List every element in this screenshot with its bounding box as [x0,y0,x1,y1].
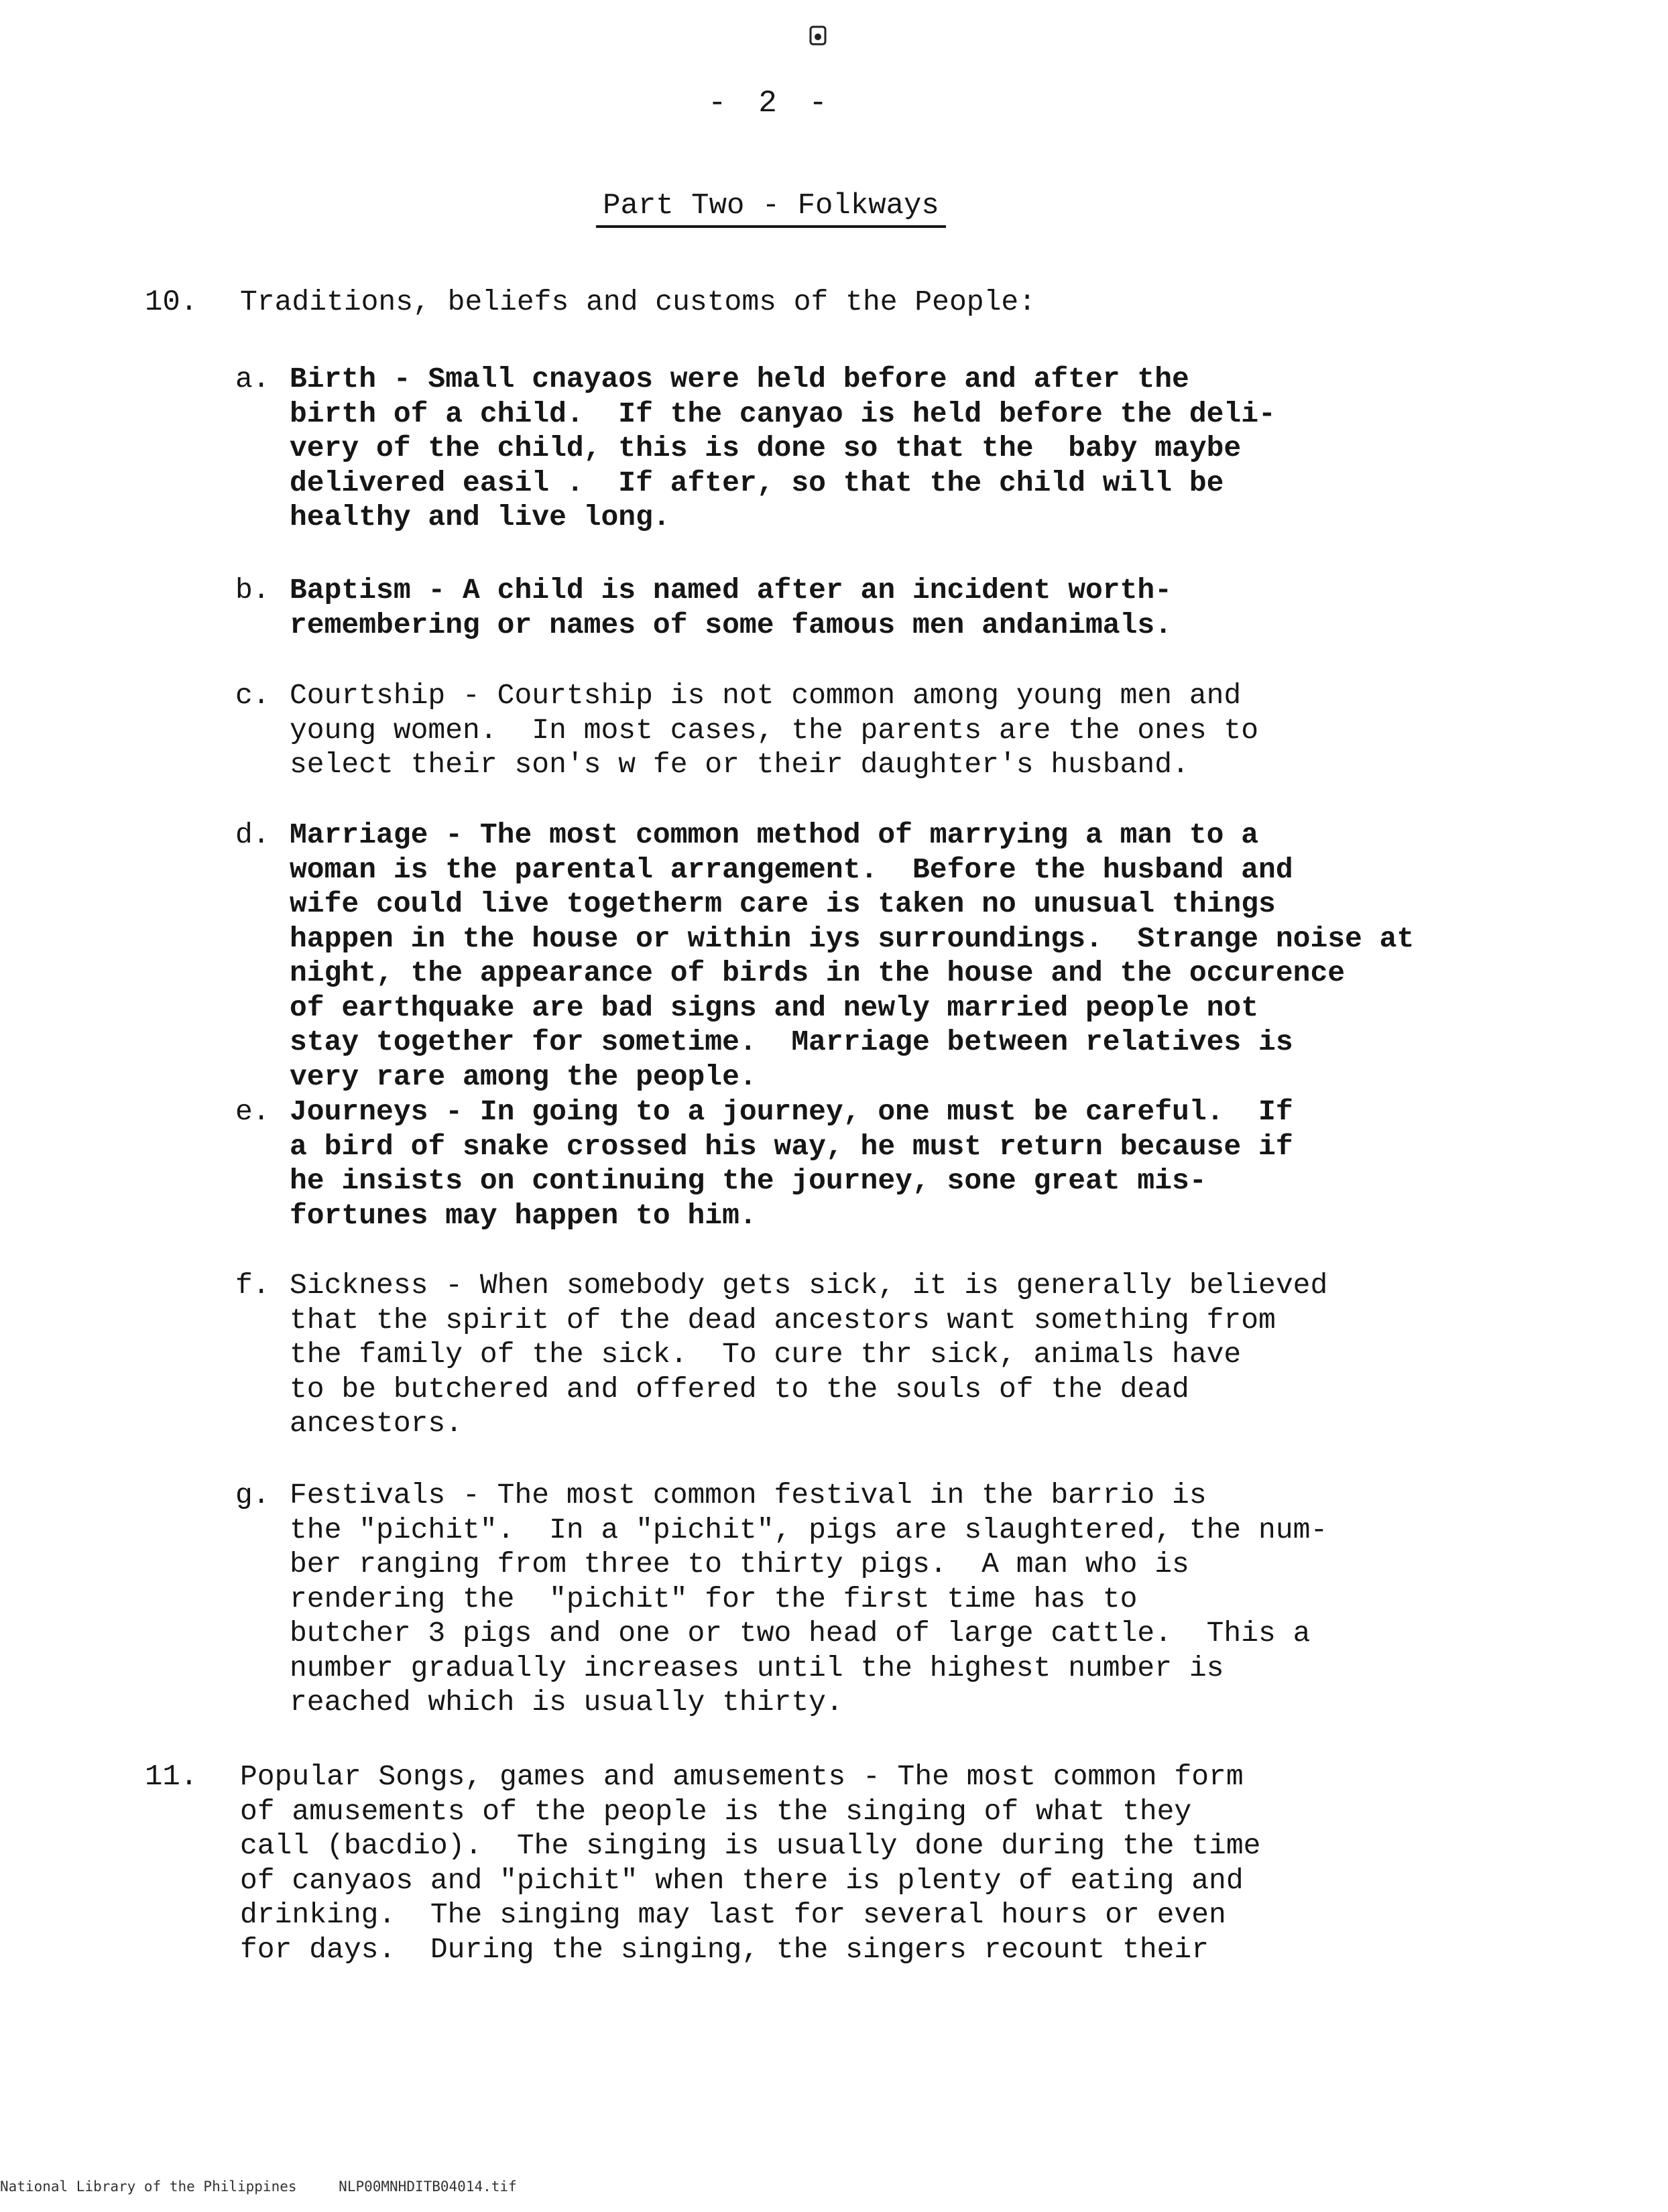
item-text: Courtship - Courtship is not common among young men and young women. In most cases, the parents are the ones to select their son's w fe or their daughter's husband. [290,679,1259,781]
footer [0,2178,550,2195]
item-text: Festivals - The most common festival in the barrio is the "pichit". In a "pichit", pigs are slaughtered, the num- ber ranging from three to thirty pigs. A man who is rendering the "pichit" for the first time has to butcher 3 pigs and one or two head of large cattle. This a number gradually increases until the highest number is reached which is usually thirty. [290,1479,1328,1719]
item-text: Baptism - A child is named after an incident worth- remembering or names of some famous men andanimals. [290,574,1173,641]
footer-library: National Library of the Philippines [0,2178,297,2195]
page-title [0,189,1542,228]
item-text: Journeys - In going to a journey, one must be careful. If a bird of snake crossed his way, he must return because if he insists on continuing the journey, sone great mis- fortunes may happen to him. [290,1095,1293,1232]
item-letter: b. [235,574,270,607]
item-text: Sickness - When somebody gets sick, it is generally believed that the spirit of the dead ancestors want something from the family of the sick. To cure thr sick, animals have to be butchered and offered to the souls of the dead ancestors. [290,1269,1328,1440]
page-title-text: Part Two - Folkways [596,189,946,228]
item-text: Marriage - The most common method of marrying a man to a woman is the parental arrangement. Before the husband and wife could live togetherm care is taken no unusual things happen in the house or within iys surroundings. Strange noise at night, the appearance of birds in the house and the occurence of earthquake are bad signs and newly married people not stay together for sometime. Marriage between relatives is very rare among the people. [290,818,1415,1093]
item-letter: d. [235,818,270,851]
item-letter: a. [235,363,270,395]
page-number: - 2 - [707,86,835,121]
archive-stamp-icon [809,25,827,46]
item-letter: g. [235,1479,270,1512]
item-letter: e. [235,1095,270,1128]
section-heading: Traditions, beliefs and customs of the People: [240,286,1036,318]
footer-filename: NLP00MNHDITB04014.tif [339,2178,517,2195]
item-letter: c. [235,679,270,712]
item-text: Birth - Small cnayaos were held before and after the birth of a child. If the canyao is held before the deli- very of the child, this is done so that the baby maybe delivered easil . If after, so that the child will be healthy and live long. [290,363,1276,534]
section-number: 10. [145,286,198,319]
section-number: 11. [145,1760,198,1794]
section-text: Popular Songs, games and amusements - The most common form of amusements of the people is the singing of what they call (bacdio). The singing is usually done during the time of canyaos and "pichit" when there is plenty of eating and drinking. The singing may last for several hours or even for days. During the singing, the singers recount their [240,1760,1261,1966]
item-letter: f. [235,1269,270,1302]
